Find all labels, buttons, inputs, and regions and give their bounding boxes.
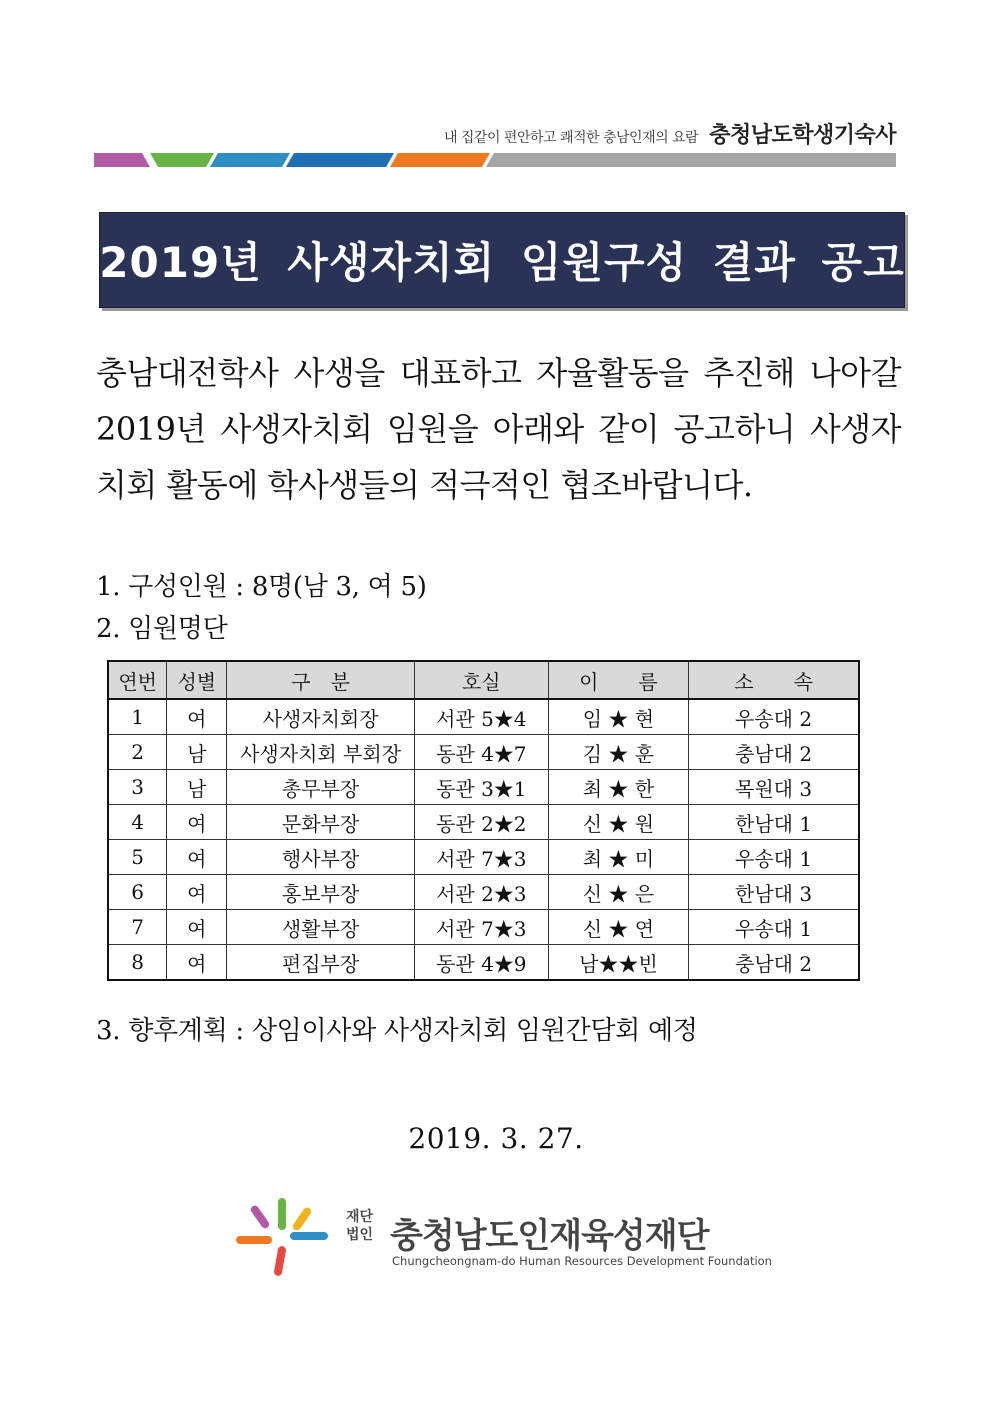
header-cell-gender: 성별 (167, 661, 227, 699)
header-tagline: 내 집같이 편안하고 쾌적한 충남인재의 요람 (443, 130, 699, 146)
cell-position: 홍보부장 (227, 875, 415, 910)
cell-affiliation: 충남대 2 (689, 945, 859, 981)
header-color-stripe (94, 153, 896, 167)
stripe-orange (390, 153, 490, 167)
header-slogan (444, 118, 896, 149)
item-plan: 3. 향후계획 : 상임이사와 사생자치회 임원간담회 예정 (96, 1016, 698, 1046)
cell-room: 서관 7★3 (414, 910, 548, 945)
cell-affiliation: 우송대 1 (689, 840, 859, 875)
cell-gender: 여 (167, 875, 227, 910)
cell-name: 신 ★ 연 (548, 910, 689, 945)
cell-name: 남★★빈 (548, 945, 689, 981)
cell-affiliation: 목원대 3 (689, 770, 859, 805)
cell-gender: 남 (167, 735, 227, 770)
foundation-kind (346, 1208, 373, 1244)
cell-no: 3 (108, 770, 167, 805)
cell-no: 6 (108, 875, 167, 910)
logo-petal (291, 1206, 312, 1232)
foundation-kind-line2: 법인 (346, 1227, 374, 1243)
header-cell-room: 호실 (414, 661, 548, 699)
cell-position: 사생자치회장 (227, 699, 415, 735)
foundation-name-en: Chungcheongnam-do Human Resources Development Foundation (392, 1254, 772, 1268)
cell-room: 서관 2★3 (414, 875, 548, 910)
cell-position: 총무부장 (227, 770, 415, 805)
cell-room: 서관 7★3 (414, 840, 548, 875)
header-org-name: 충청남도학생기숙사 (709, 123, 896, 148)
cell-name: 김 ★ 훈 (548, 735, 689, 770)
roster-table (107, 660, 860, 981)
cell-affiliation: 우송대 2 (689, 699, 859, 735)
header-cell-no: 연번 (108, 661, 167, 699)
cell-name: 최 ★ 한 (548, 770, 689, 805)
cell-room: 동관 2★2 (414, 805, 548, 840)
intro-paragraph: 충남대전학사 사생을 대표하고 자율활동을 추진해 나아갈 2019년 사생자치회 임원을 아래와 같이 공고하니 사생자치회 활동에 학사생들의 적극적인 협조바랍니다. (96, 354, 901, 504)
cell-no: 1 (108, 699, 167, 735)
cell-affiliation: 우송대 1 (689, 910, 859, 945)
cell-name: 최 ★ 미 (548, 840, 689, 875)
cell-room: 동관 4★7 (414, 735, 548, 770)
cell-gender: 여 (167, 805, 227, 840)
cell-room: 서관 5★4 (414, 699, 548, 735)
logo-petal (290, 1232, 328, 1240)
cell-name: 임 ★ 현 (548, 699, 689, 735)
table-row (108, 910, 859, 945)
cell-no: 8 (108, 945, 167, 981)
logo-petal (236, 1236, 272, 1244)
logo-petal (278, 1198, 286, 1230)
cell-gender: 여 (167, 840, 227, 875)
cell-gender: 여 (167, 699, 227, 735)
cell-no: 5 (108, 840, 167, 875)
header-cell-affiliation: 소 속 (689, 661, 859, 699)
cell-no: 2 (108, 735, 167, 770)
cell-position: 사생자치회 부회장 (227, 735, 415, 770)
page-title: 2019년 사생자치회 임원구성 결과 공고 (99, 238, 905, 287)
cell-name: 신 ★ 원 (548, 805, 689, 840)
foundation-pinwheel-icon (232, 1196, 332, 1278)
table-row (108, 945, 859, 981)
table-row (108, 875, 859, 910)
table-header-row (108, 661, 859, 699)
cell-no: 4 (108, 805, 167, 840)
stripe-lightblue (210, 153, 290, 167)
table-row (108, 805, 859, 840)
cell-affiliation: 한남대 1 (689, 805, 859, 840)
table-row (108, 840, 859, 875)
header-cell-name: 이 름 (548, 661, 689, 699)
cell-position: 문화부장 (227, 805, 415, 840)
cell-name: 신 ★ 은 (548, 875, 689, 910)
foundation-name: 충청남도인재육성재단 (390, 1216, 709, 1256)
cell-position: 편집부장 (227, 945, 415, 981)
cell-room: 동관 3★1 (414, 770, 548, 805)
cell-gender: 남 (167, 770, 227, 805)
stripe-purple (94, 153, 150, 167)
table-row (108, 770, 859, 805)
footer-foundation-logo (232, 1196, 772, 1278)
stripe-gray (486, 153, 896, 167)
cell-affiliation: 충남대 2 (689, 735, 859, 770)
title-banner (99, 212, 905, 308)
cell-position: 생활부장 (227, 910, 415, 945)
table-row (108, 699, 859, 735)
table-row (108, 735, 859, 770)
cell-affiliation: 한남대 3 (689, 875, 859, 910)
announcement-date: 2019. 3. 27. (408, 1122, 584, 1155)
cell-room: 동관 4★9 (414, 945, 548, 981)
stripe-blue (286, 153, 394, 167)
logo-petal (273, 1246, 286, 1277)
foundation-kind-line1: 재단 (346, 1209, 374, 1225)
item-members: 1. 구성인원 : 8명(남 3, 여 5) (96, 572, 427, 602)
logo-petal (249, 1204, 270, 1230)
header-cell-position: 구 분 (227, 661, 415, 699)
cell-position: 행사부장 (227, 840, 415, 875)
cell-no: 7 (108, 910, 167, 945)
item-roster-heading: 2. 임원명단 (96, 614, 228, 644)
cell-gender: 여 (167, 945, 227, 981)
cell-gender: 여 (167, 910, 227, 945)
stripe-green (150, 153, 214, 167)
